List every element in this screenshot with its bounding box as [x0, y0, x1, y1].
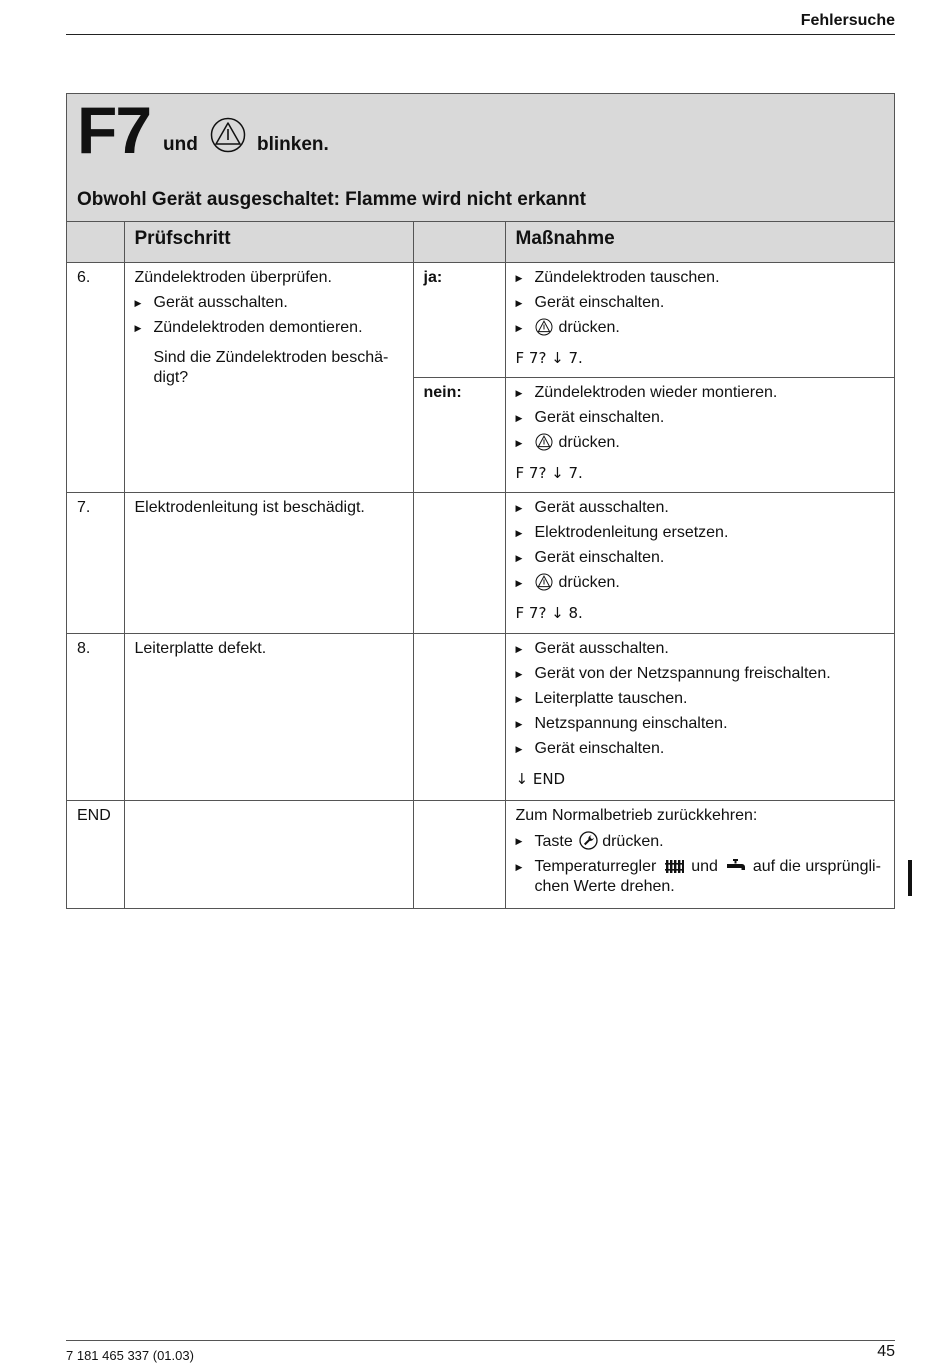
list-item: ▶ Temperaturregler und auf die ursprüngli-chen Werte drehen. [515, 857, 881, 895]
end-intro: Zum Normalbetrieb zurückkehren: [515, 806, 758, 824]
table-row [67, 262, 894, 377]
header-step: Prüfschritt [124, 222, 413, 262]
step-text [124, 800, 413, 908]
table-header-row [67, 222, 894, 262]
list-item: ▶ Gerät ausschalten. [515, 498, 669, 516]
bullet-icon: ▶ [515, 322, 523, 333]
step-text: Zündelektroden überprüfen. [134, 268, 332, 286]
list-item: ▶ Gerät von der Netzspannung freischalten. [515, 664, 831, 682]
step-text: Elektrodenleitung ist beschädigt. [124, 492, 413, 633]
branch-label [413, 633, 505, 800]
list-item: ▶ Netzspannung einschalten. [515, 714, 728, 732]
bullet-icon: ▶ [515, 297, 523, 308]
measure-cell [505, 377, 894, 492]
bullet-icon: ▶ [515, 527, 523, 538]
warning-triangle-icon [210, 117, 246, 153]
list-item: ▶ Taste drücken. [515, 832, 664, 850]
table-row [67, 633, 894, 800]
header-branch [413, 222, 505, 262]
tap-water-icon [726, 857, 746, 875]
list-item: ▶ Gerät einschalten. [515, 293, 665, 311]
fault-banner [67, 94, 894, 222]
row-number: 7. [67, 492, 124, 633]
list-item: ▶ drücken. [515, 318, 620, 336]
row-number: 6. [67, 262, 124, 492]
banner-conjunction: und [163, 134, 198, 155]
troubleshooting-table [67, 222, 894, 908]
measure-cell [505, 633, 894, 800]
bullet-icon: ▶ [515, 412, 523, 423]
list-item: ▶ Gerät ausschalten. [515, 639, 669, 657]
list-item: ▶ Zündelektroden demontieren. [134, 318, 363, 336]
result-code: F 7? ↓ 7. [515, 348, 583, 367]
bullet-icon: ▶ [134, 322, 142, 333]
bullet-icon: ▶ [515, 272, 523, 283]
wrench-button-icon [579, 831, 598, 850]
table-row [67, 492, 894, 633]
bullet-icon: ▶ [515, 693, 523, 704]
branch-label [413, 492, 505, 633]
bullet-icon: ▶ [515, 387, 523, 398]
banner-action: blinken. [257, 134, 329, 155]
change-bar [908, 860, 912, 896]
bullet-icon: ▶ [515, 861, 523, 872]
list-item: ▶ Gerät einschalten. [515, 548, 665, 566]
bullet-icon: ▶ [134, 297, 142, 308]
measure-cell [505, 492, 894, 633]
header-num [67, 222, 124, 262]
bullet-icon: ▶ [515, 577, 523, 588]
row-number: END [67, 800, 124, 908]
list-item: ▶ Gerät ausschalten. [134, 293, 288, 311]
step-cell [124, 262, 413, 492]
branch-label [413, 800, 505, 908]
reset-button-icon [535, 573, 553, 591]
bullet-icon: ▶ [515, 718, 523, 729]
bullet-icon: ▶ [515, 437, 523, 448]
bullet-icon: ▶ [515, 668, 523, 679]
list-item: ▶ drücken. [515, 573, 620, 591]
bullet-icon: ▶ [515, 502, 523, 513]
result-code: ↓ END [515, 769, 566, 788]
list-item: ▶ drücken. [515, 433, 620, 451]
bullet-icon: ▶ [515, 835, 523, 846]
section-title: Fehlersuche [800, 12, 895, 29]
list-item: ▶ Leiterplatte tauschen. [515, 689, 688, 707]
bullet-icon: ▶ [515, 552, 523, 563]
measure-cell [505, 262, 894, 377]
step-text: Leiterplatte defekt. [124, 633, 413, 800]
list-item: ▶ Gerät einschalten. [515, 739, 665, 757]
fault-box [66, 93, 895, 909]
list-item: ▶ Zündelektroden wieder montieren. [515, 383, 778, 401]
bullet-icon: ▶ [515, 743, 523, 754]
list-item: ▶ Gerät einschalten. [515, 408, 665, 426]
radiator-icon [665, 857, 685, 875]
step-question: Sind die Zündelektroden beschä-digt? [153, 348, 389, 386]
result-code: F 7? ↓ 7. [515, 463, 583, 482]
result-code: F 7? ↓ 8. [515, 603, 583, 622]
row-number: 8. [67, 633, 124, 800]
page-number: 45 [877, 1343, 895, 1360]
branch-label: ja: [413, 262, 505, 377]
measure-cell [505, 800, 894, 908]
list-item: ▶ Zündelektroden tauschen. [515, 268, 720, 286]
reset-button-icon [535, 318, 553, 336]
header-rule [66, 34, 895, 35]
table-row [67, 800, 894, 908]
header-measure: Maßnahme [505, 222, 894, 262]
list-item: ▶ Elektrodenleitung ersetzen. [515, 523, 729, 541]
branch-label: nein: [413, 377, 505, 492]
document-number: 7 181 465 337 (01.03) [66, 1348, 194, 1363]
footer-rule [66, 1340, 895, 1341]
reset-button-icon [535, 433, 553, 451]
fault-code: F7 [77, 93, 151, 167]
bullet-icon: ▶ [515, 643, 523, 654]
banner-subtitle: Obwohl Gerät ausgeschaltet: Flamme wird nicht erkannt [77, 189, 586, 210]
